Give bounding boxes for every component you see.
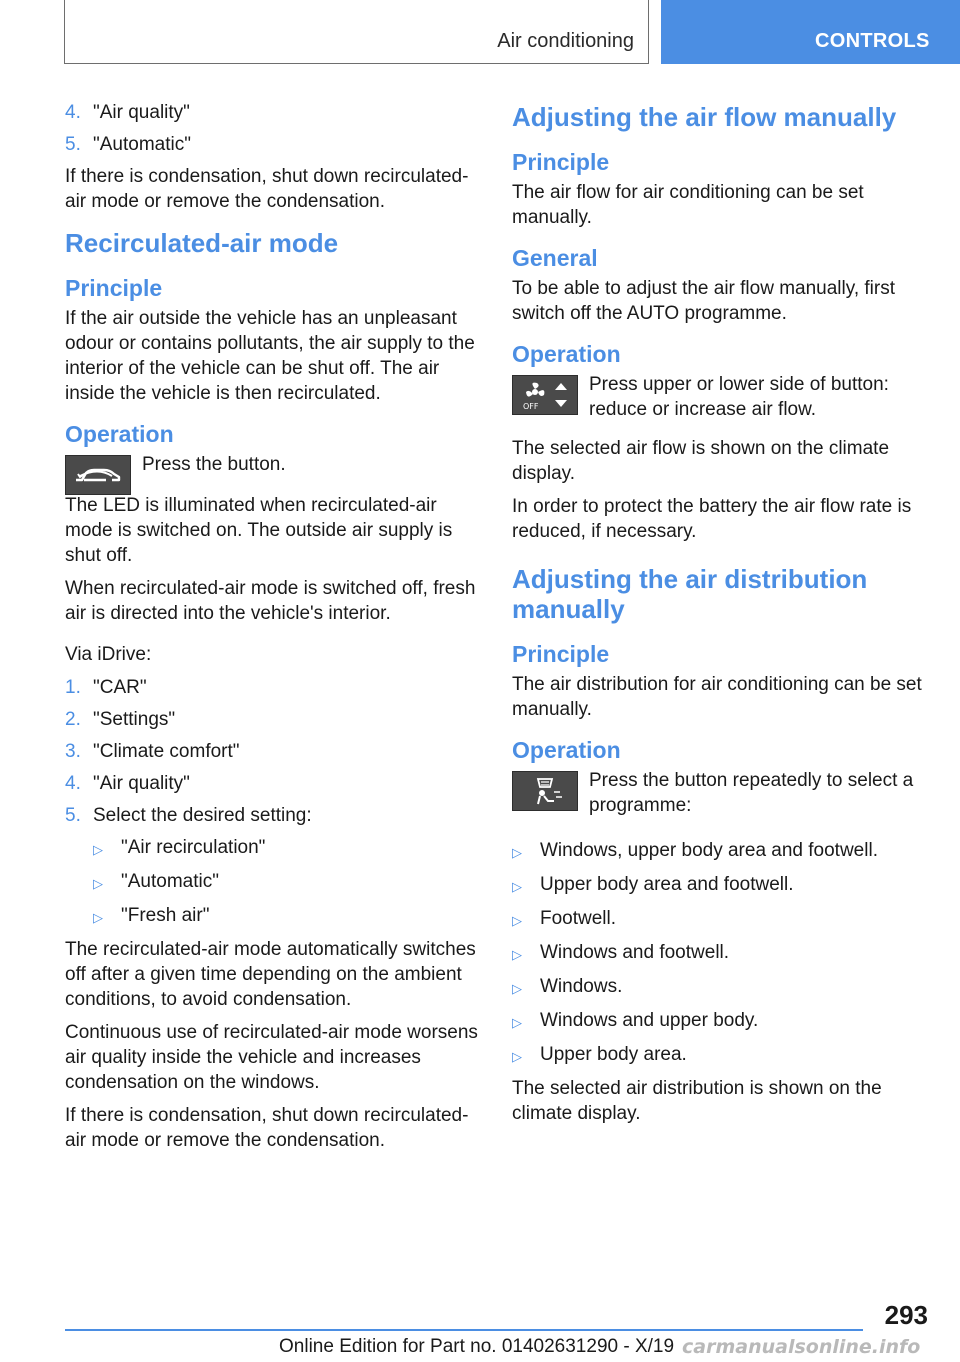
principle-paragraph: If the air outside the vehicle has an unpleasant odour or contains pollutants, the air supply to the interior of the vehicle can be shut off. The air inside the vehicle is then recirculated. — [65, 308, 475, 404]
triangle-bullet-icon: ▷ — [512, 845, 522, 860]
recirculation-car-icon — [65, 455, 131, 495]
list-text: Select the desired setting: — [93, 805, 312, 826]
footer-divider — [65, 1329, 863, 1331]
triangle-bullet-icon: ▷ — [93, 842, 103, 857]
footer-edition-text: Online Edition for Part no. 01402631290 - X/19 — [279, 1336, 675, 1357]
list-item — [65, 771, 481, 796]
right-column — [512, 100, 930, 1134]
general-heading: General — [512, 245, 598, 271]
distribution-shown-paragraph: The selected air distribution is shown on the climate display. — [512, 1078, 882, 1124]
triangle-bullet-icon: ▷ — [512, 1049, 522, 1064]
flow-shown-paragraph: The selected air flow is shown on the climate display. — [512, 438, 890, 484]
triangle-bullet-icon: ▷ — [512, 879, 522, 894]
list-item — [65, 803, 481, 828]
auto-off-paragraph: The recirculated-air mode automatically switches off after a given time depending on the ambient conditions, to avoid condensation. — [65, 939, 476, 1010]
triangle-bullet-icon: ▷ — [512, 1015, 522, 1030]
list-item — [512, 974, 930, 1001]
list-item — [65, 675, 481, 700]
list-item — [65, 707, 481, 732]
recirculation-button-row — [65, 452, 481, 495]
list-item — [512, 940, 930, 967]
list-number: 4. — [65, 102, 81, 123]
list-text: "Air quality" — [93, 773, 190, 794]
list-item — [65, 739, 481, 764]
top-numbered-list — [65, 100, 481, 157]
header-section-title: Air conditioning — [497, 30, 634, 52]
distribution-button-text — [589, 768, 930, 824]
triangle-bullet-icon: ▷ — [512, 913, 522, 928]
left-column — [65, 100, 481, 1161]
triangle-bullet-icon: ▷ — [512, 947, 522, 962]
list-text: Windows and footwell. — [540, 942, 730, 963]
distribution-operation-text: Press the button repeatedly to select a programme: — [589, 770, 914, 816]
battery-paragraph: In order to protect the battery the air flow rate is reduced, if necessary. — [512, 496, 912, 542]
list-text: Footwell. — [540, 908, 617, 929]
triangle-bullet-icon: ▷ — [93, 876, 103, 891]
list-text: "Climate comfort" — [93, 741, 240, 762]
list-number: 5. — [65, 134, 81, 155]
programme-list — [512, 838, 930, 1069]
recirculation-button-text — [142, 452, 286, 495]
operation-heading: Operation — [512, 737, 621, 763]
fan-button-text — [589, 372, 930, 428]
list-text: Windows, upper body area and footwell. — [540, 840, 878, 861]
list-number: 4. — [65, 773, 81, 794]
list-item — [65, 132, 481, 157]
led-paragraph: The LED is illuminated when recirculated-air mode is switched on. The outside air supply is shut off. — [65, 495, 453, 566]
list-text: Windows. — [540, 976, 623, 997]
list-text: "Settings" — [93, 709, 176, 730]
via-idrive-label: Via iDrive: — [65, 644, 152, 665]
list-item — [512, 838, 930, 865]
list-text: Upper body area and footwell. — [540, 874, 794, 895]
list-item — [512, 1008, 930, 1035]
triangle-bullet-icon: ▷ — [93, 910, 103, 925]
general-paragraph: To be able to adjust the air flow manually, first switch off the AUTO programme. — [512, 278, 896, 324]
fan-speed-button-icon — [512, 375, 578, 415]
list-item — [93, 869, 481, 896]
list-item — [512, 872, 930, 899]
condensation-paragraph: If there is condensation, shut down recirculated-air mode or remove the condensation. — [65, 166, 469, 212]
list-text: "Air quality" — [93, 102, 190, 123]
section-heading-recirculated: Recirculated-air mode — [65, 228, 339, 258]
section-heading-air-flow: Adjusting the air flow manually — [512, 102, 897, 132]
continuous-use-paragraph: Continuous use of recirculated-air mode worsens air quality inside the vehicle and increases condensation on the windows. — [65, 1022, 478, 1093]
principle-heading: Principle — [512, 641, 610, 667]
header-chapter-tab: CONTROLS — [661, 0, 960, 64]
list-number: 1. — [65, 677, 81, 698]
list-text: "Air recirculation" — [121, 837, 266, 858]
list-number: 3. — [65, 741, 81, 762]
list-text: "CAR" — [93, 677, 147, 698]
list-text: Windows and upper body. — [540, 1010, 759, 1031]
list-text: "Fresh air" — [121, 905, 210, 926]
fresh-air-paragraph: When recirculated-air mode is switched off, fresh air is directed into the vehicle's interior. — [65, 578, 476, 624]
distribution-button-row — [512, 768, 930, 824]
condensation-paragraph-bottom: If there is condensation, shut down recirculated-air mode or remove the condensation. — [65, 1105, 469, 1151]
list-text: "Automatic" — [121, 871, 219, 892]
idrive-steps-list — [65, 675, 481, 930]
air-distribution-button-icon — [512, 771, 578, 811]
operation-heading: Operation — [512, 341, 621, 367]
list-text: Upper body area. — [540, 1044, 687, 1065]
principle-heading: Principle — [65, 275, 163, 301]
header-section-box — [64, 0, 649, 64]
triangle-bullet-icon: ▷ — [512, 981, 522, 996]
list-item — [93, 835, 481, 862]
list-text: "Automatic" — [93, 134, 191, 155]
list-item — [93, 903, 481, 930]
list-item — [512, 1042, 930, 1069]
list-item — [65, 100, 481, 125]
page-number: 293 — [884, 1300, 928, 1330]
principle-heading: Principle — [512, 149, 610, 175]
section-heading-air-distribution: Adjusting the air distribution manually — [512, 564, 868, 624]
operation-heading: Operation — [65, 421, 174, 447]
fan-button-row — [512, 372, 930, 428]
distribution-principle-paragraph: The air distribution for air conditioning can be set manually. — [512, 674, 922, 720]
list-item — [512, 906, 930, 933]
footer-watermark: carmanualsonline.info — [682, 1336, 921, 1358]
list-number: 5. — [65, 805, 81, 826]
flow-operation-text: Press upper or lower side of button: reduce or increase air flow. — [589, 374, 889, 420]
flow-principle-paragraph: The air flow for air conditioning can be set manually. — [512, 182, 864, 228]
press-button-text: Press the button. — [142, 454, 286, 475]
list-number: 2. — [65, 709, 81, 730]
fan-off-label: OFF — [523, 402, 539, 411]
settings-sublist — [65, 835, 481, 930]
